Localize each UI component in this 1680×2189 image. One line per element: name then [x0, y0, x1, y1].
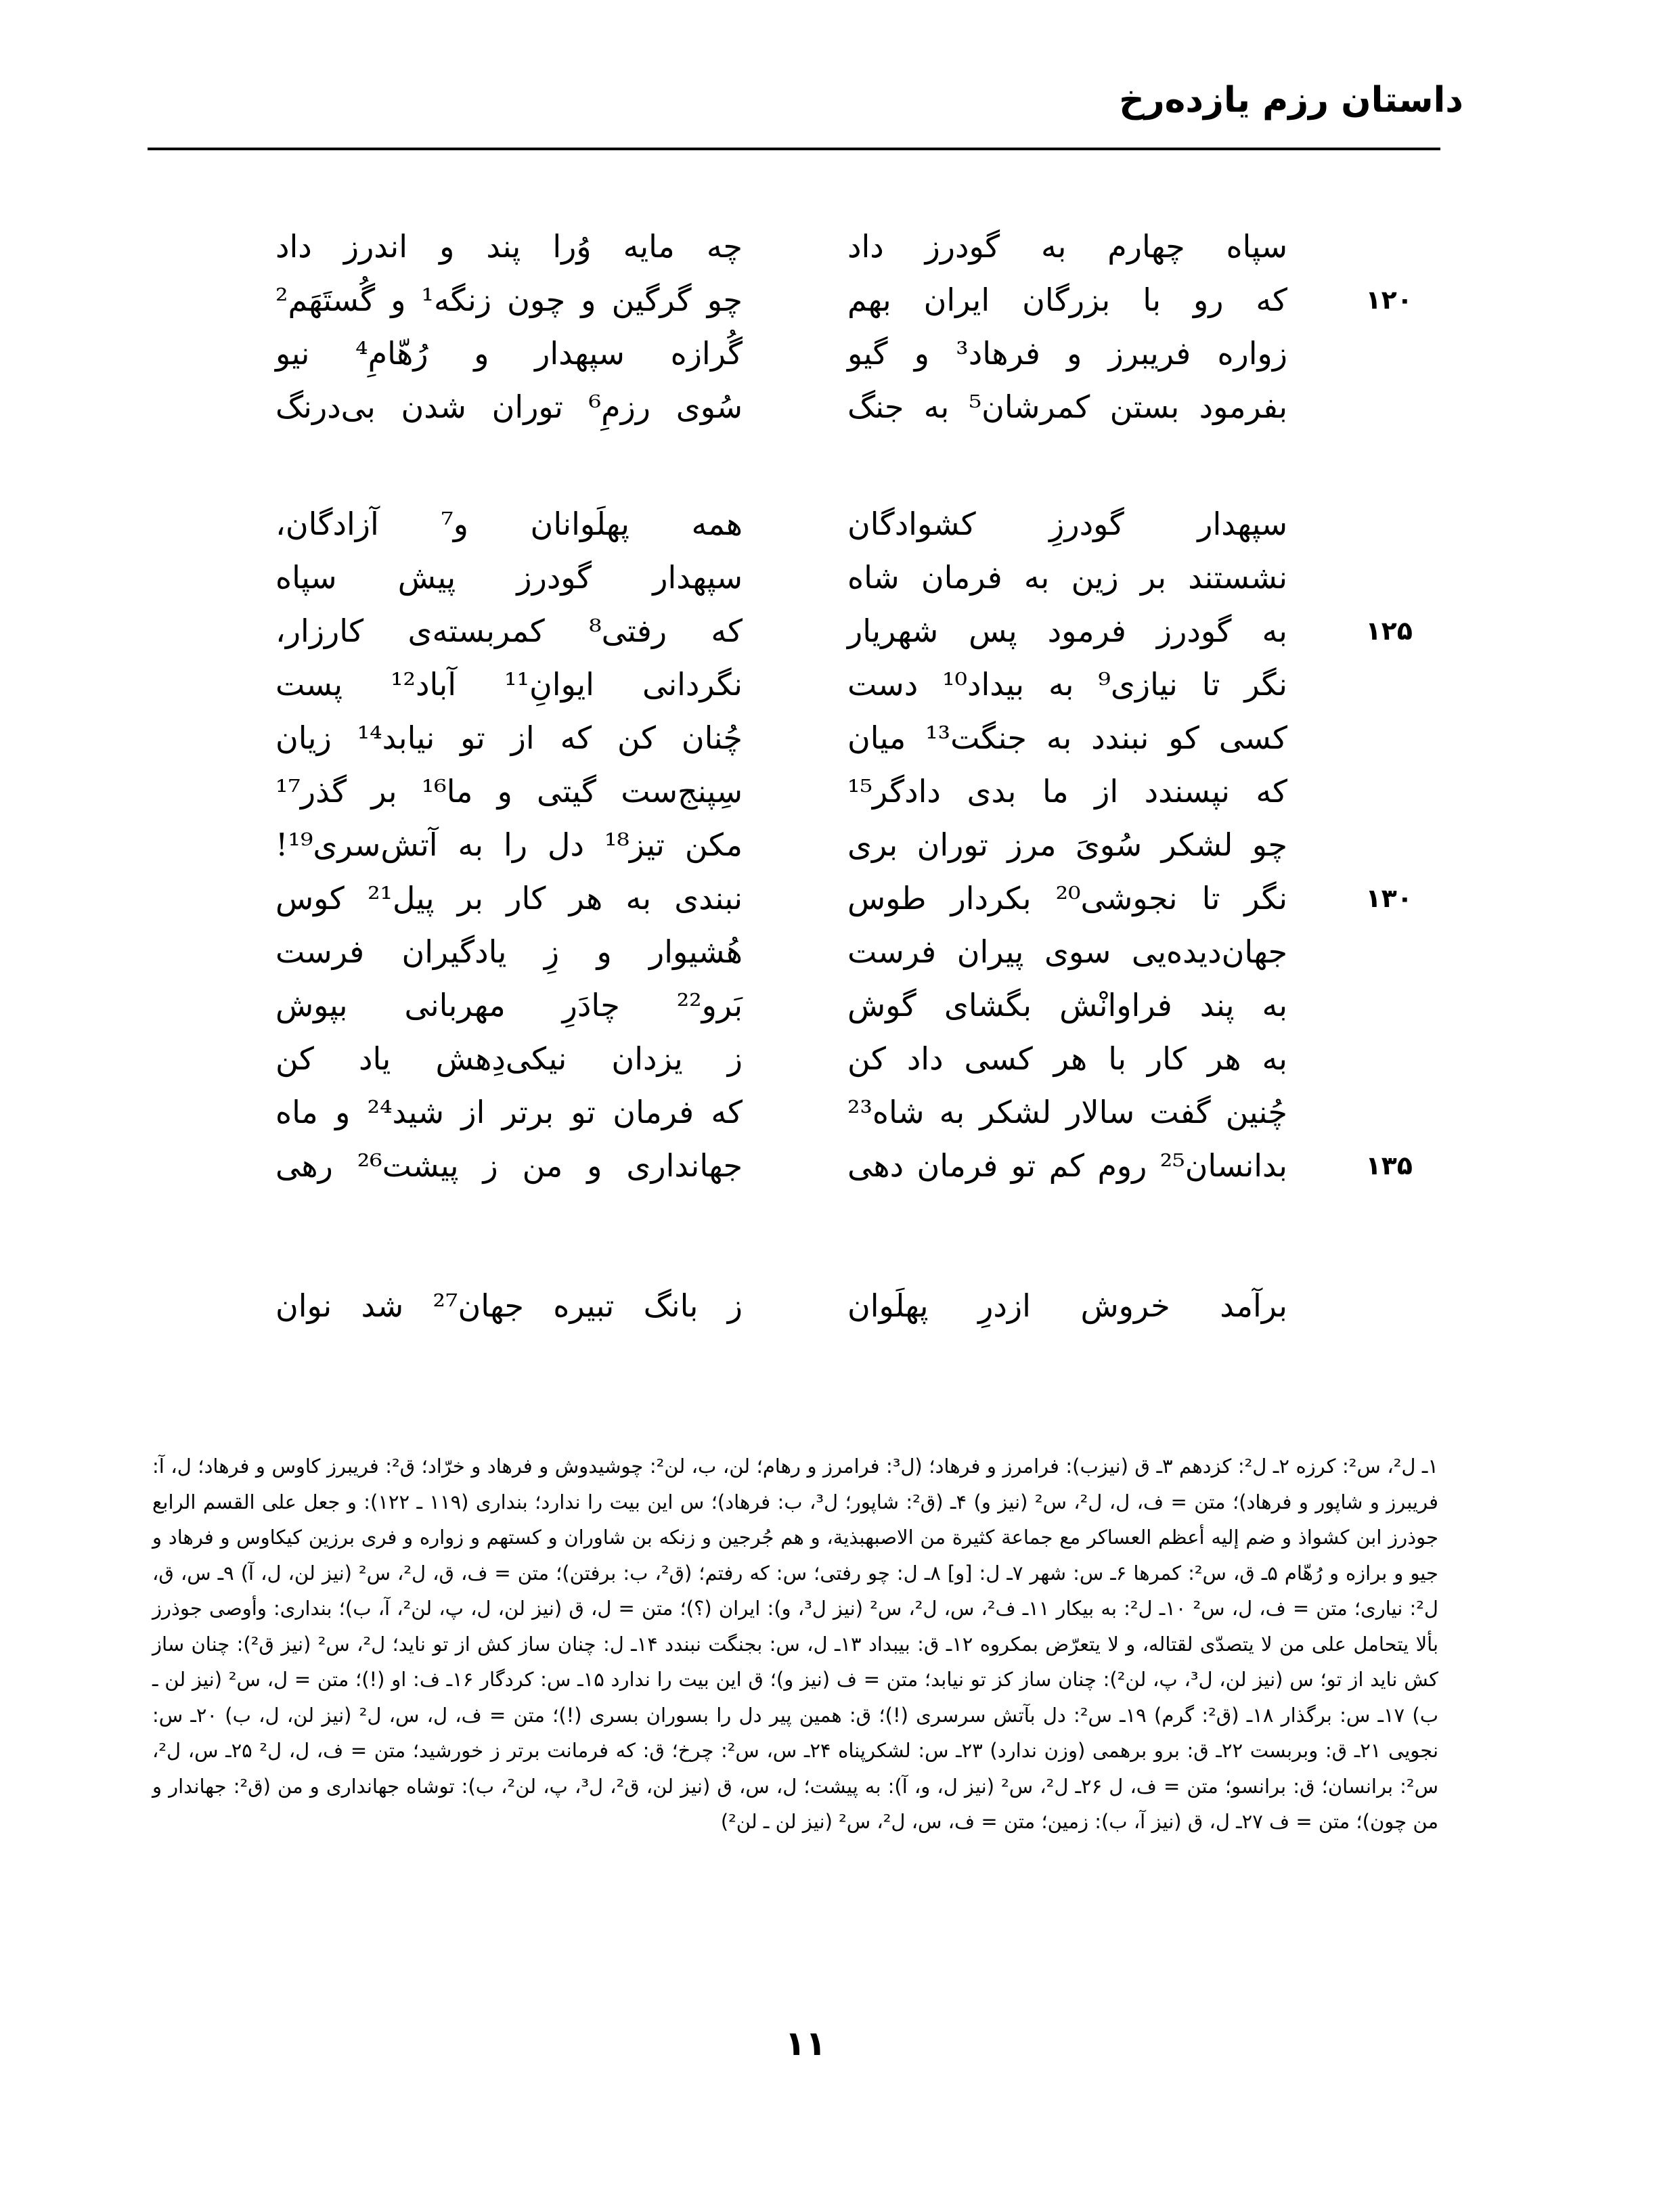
verse-number: ۱۳۰ — [1365, 883, 1413, 913]
hemistich-second: چو گرگین و چون زنگه¹ و گُستَهَم² — [275, 282, 743, 318]
hemistich-first: جهان‌دیده‌یی سوی پیران فرست — [847, 933, 1287, 970]
hemistich-first: که رو با بزرگان ایران بهم — [847, 282, 1287, 318]
couplet-block-2 — [0, 498, 1680, 1193]
hemistich-second: سپهدار گودرز پیش سپاه — [275, 559, 743, 596]
verse-row — [0, 551, 1680, 604]
footnote-text: ۱ـ ل²، س²: کرزه ۲ـ ل²: کزدهم ۳ـ ق (نیزب): فرامرز و فرهاد؛ (ل³: فرامرز و رهام؛ لن، ب، لن²: چوشیدوش و فرهاد و خرّاد؛ ق²: فریبرز کاوس و فرهاد؛ ل، آ: فریبرز و شاپور و فرهاد)؛ متن = ف، ل، ل²، س² (نیز و) ۴ـ (ق²: شاپور؛ ل³، ب: فرهاد)؛ س این بیت را ندارد؛ بنداری (۱۱۹ ـ ۱۲۲): و جعل علی القسم الرابع جوذرز ابن کشواذ و ضم إلیه أعظم العساکر مع جماعة کثیرة من الاصبهبذیة، و هم جُرجین و زنکه بن شاوران و کستهم و زواره و فری برزین کیکاوس و فرهاد و جیو و برازه و رُهّام ۵ـ ق، س²: کمرها ۶ـ س: شهر ۷ـ ل: [و] ۸ـ ل: چو رفتی؛ س: که رفتم؛ (ق²، ب: برفتن)؛ متن = ف، ق، ل²، س² (نیز لن، ل، آ) ۹ـ س، ق، ل²: نیاری؛ متن = ف، ل، س² ۱۰ـ ل²: به بیکار ۱۱ـ ف²، س، ل²، س² (نیز ل³، و): ایران (؟)؛ متن = ل، ق (نیز لن، ل، پ، لن²، آ، ب)؛ بنداری: وأوصی جوذرز بألا یتحامل علی من لا یتصدّی لقتاله، و لا یتعرّض بمکروه ۱۲ـ ق: بیبداد ۱۳ـ ل، س: بجنگت نبندد ۱۴ـ ل: چنان ساز کش از تو ناید؛ ل²، س² (نیز ق²): چنان ساز کش ناید از تو؛ س (نیز لن، ل³، پ، لن²): چنان ساز کز تو نیابد؛ متن = ف (نیز و)؛ ق این بیت را ندارد ۱۵ـ س: کردگار ۱۶ـ ف: او (!)؛ متن = ل، س² (نیز لن ـ ب) ۱۷ـ س: برگذار ۱۸ـ (ق²: گرم) ۱۹ـ س²: دل بآتش سرسری (!)؛ ق: همین پیر دل را بسوران بسری (!)؛ متن = ف، ل، س، ل² (نیز لن، ل، ب) ۲۰ـ س: نجویی ۲۱ـ ق: وبربست ۲۲ـ ق: برو برهمی (وزن ندارد) ۲۳ـ س: لشکرپناه ۲۴ـ س، س²: چرخ؛ ق: که فرمانت برتر ز خورشید؛ متن = ف، ل، ل² ۲۵ـ س، ل²، س²: برانسان؛ ق: برانسو؛ متن = ف، ل ۲۶ـ ل²، س² (نیز ل، و، آ): به پیشت؛ ل، س، ق (نیز لن، ق²، ل³، پ، لن²، ب): توشاه جهانداری و من (ق²: جهاندار و من چون)؛ متن = ف ۲۷ـ ل، ق (نیز آ، ب): زمین؛ متن = ف، س، ل²، س² (نیز لن ـ لن²) — [152, 1455, 1439, 1833]
hemistich-second: چُنان کن که از تو نیابد¹⁴ زیان — [275, 720, 743, 756]
hemistich-second: که رفتی⁸ کمربسته‌ی کارزار، — [275, 613, 743, 649]
hemistich-first: سپهدار گودرزِ کشوادگان — [847, 506, 1287, 542]
hemistich-second: هُشیوار و زِ یادگیران فرست — [275, 933, 743, 970]
hemistich-second: گُرازه سپهدار و رُهّامِ⁴ نیو — [275, 335, 743, 372]
hemistich-second: بَرو²² چادَرِ مهربانی بپوش — [275, 987, 743, 1023]
hemistich-first: به هر کار با هر کسی داد کن — [847, 1040, 1287, 1077]
couplet-block-3 — [0, 1279, 1680, 1333]
hemistich-first: نشستند بر زین به فرمان شاه — [847, 559, 1287, 596]
header-rule — [148, 148, 1440, 150]
hemistich-second: نگردانی ایوانِ¹¹ آباد¹² پست — [275, 666, 743, 703]
verse-row — [0, 498, 1680, 551]
hemistich-first: زواره فریبرز و فرهاد³ و گیو — [847, 335, 1287, 372]
hemistich-second: همه پهلَوانان و⁷ آزادگان، — [275, 506, 743, 542]
hemistich-second: که فرمان تو برتر از شید²⁴ و ماه — [275, 1094, 743, 1130]
verse-row — [0, 979, 1680, 1032]
verse-row — [0, 273, 1680, 327]
hemistich-first: چُنین گفت سالار لشکر به شاه²³ — [847, 1094, 1287, 1130]
running-title: داستان رزم یازده‌رخ — [1119, 80, 1463, 120]
hemistich-second: سِپنج‌ست گیتی و ما¹⁶ بر گذر¹⁷ — [275, 773, 743, 810]
verse-row — [0, 604, 1680, 658]
verse-number: ۱۲۵ — [1365, 616, 1413, 646]
verse-row — [0, 872, 1680, 925]
verse-row — [0, 380, 1680, 434]
hemistich-first: بفرمود بستن کمرشان⁵ به جنگ — [847, 389, 1287, 425]
hemistich-first: به گودرز فرمود پس شهریار — [847, 613, 1287, 649]
hemistich-second: مکن تیز¹⁸ دل را به آتش‌سری¹⁹! — [275, 826, 743, 863]
verse-row — [0, 1139, 1680, 1193]
verse-row — [0, 327, 1680, 380]
hemistich-second: ز یزدان نیکی‌دِهش یاد کن — [275, 1040, 743, 1077]
verse-row — [0, 925, 1680, 979]
verse-row — [0, 1032, 1680, 1086]
verse-row — [0, 711, 1680, 765]
verse-number: ۱۲۰ — [1365, 285, 1413, 315]
hemistich-second: نبندی به هر کار بر پیل²¹ کوس — [275, 880, 743, 916]
hemistich-first: چو لشکر سُویَ مرز توران بری — [847, 826, 1287, 863]
hemistich-second: ز بانگ تبیره جهان²⁷ شد نوان — [275, 1287, 743, 1324]
hemistich-second: جهانداری و من ز پیشت²⁶ رهی — [275, 1147, 743, 1184]
hemistich-first: به پند فراوانْش بگشای گوش — [847, 987, 1287, 1023]
hemistich-second: سُوی رزمِ⁶ توران شدن بی‌درنگ — [275, 389, 743, 425]
verse-row — [0, 658, 1680, 711]
verse-number: ۱۳۵ — [1365, 1151, 1413, 1180]
hemistich-first: کسی کو نبندد به جنگت¹³ میان — [847, 720, 1287, 756]
hemistich-first: بدانسان²⁵ روم کم تو فرمان دهی — [847, 1147, 1287, 1184]
footnotes — [152, 1449, 1438, 1840]
couplet-block-1 — [0, 220, 1680, 434]
hemistich-second: چه مایه وُرا پند و اندرز داد — [275, 228, 743, 265]
verse-row — [0, 220, 1680, 273]
hemistich-first: که نپسندد از ما بدی دادگر¹⁵ — [847, 773, 1287, 810]
verse-row — [0, 1279, 1680, 1333]
hemistich-first: برآمد خروش ازدرِ پهلَوان — [847, 1287, 1287, 1324]
verse-row — [0, 818, 1680, 872]
hemistich-first: نگر تا نیازی⁹ به بیداد¹⁰ دست — [847, 666, 1287, 703]
page-number: ۱۱ — [784, 2024, 826, 2063]
verse-row — [0, 765, 1680, 818]
hemistich-first: سپاه چهارم به گودرز داد — [847, 228, 1287, 265]
hemistich-first: نگر تا نجوشی²⁰ بکردار طوس — [847, 880, 1287, 916]
verse-row — [0, 1086, 1680, 1139]
